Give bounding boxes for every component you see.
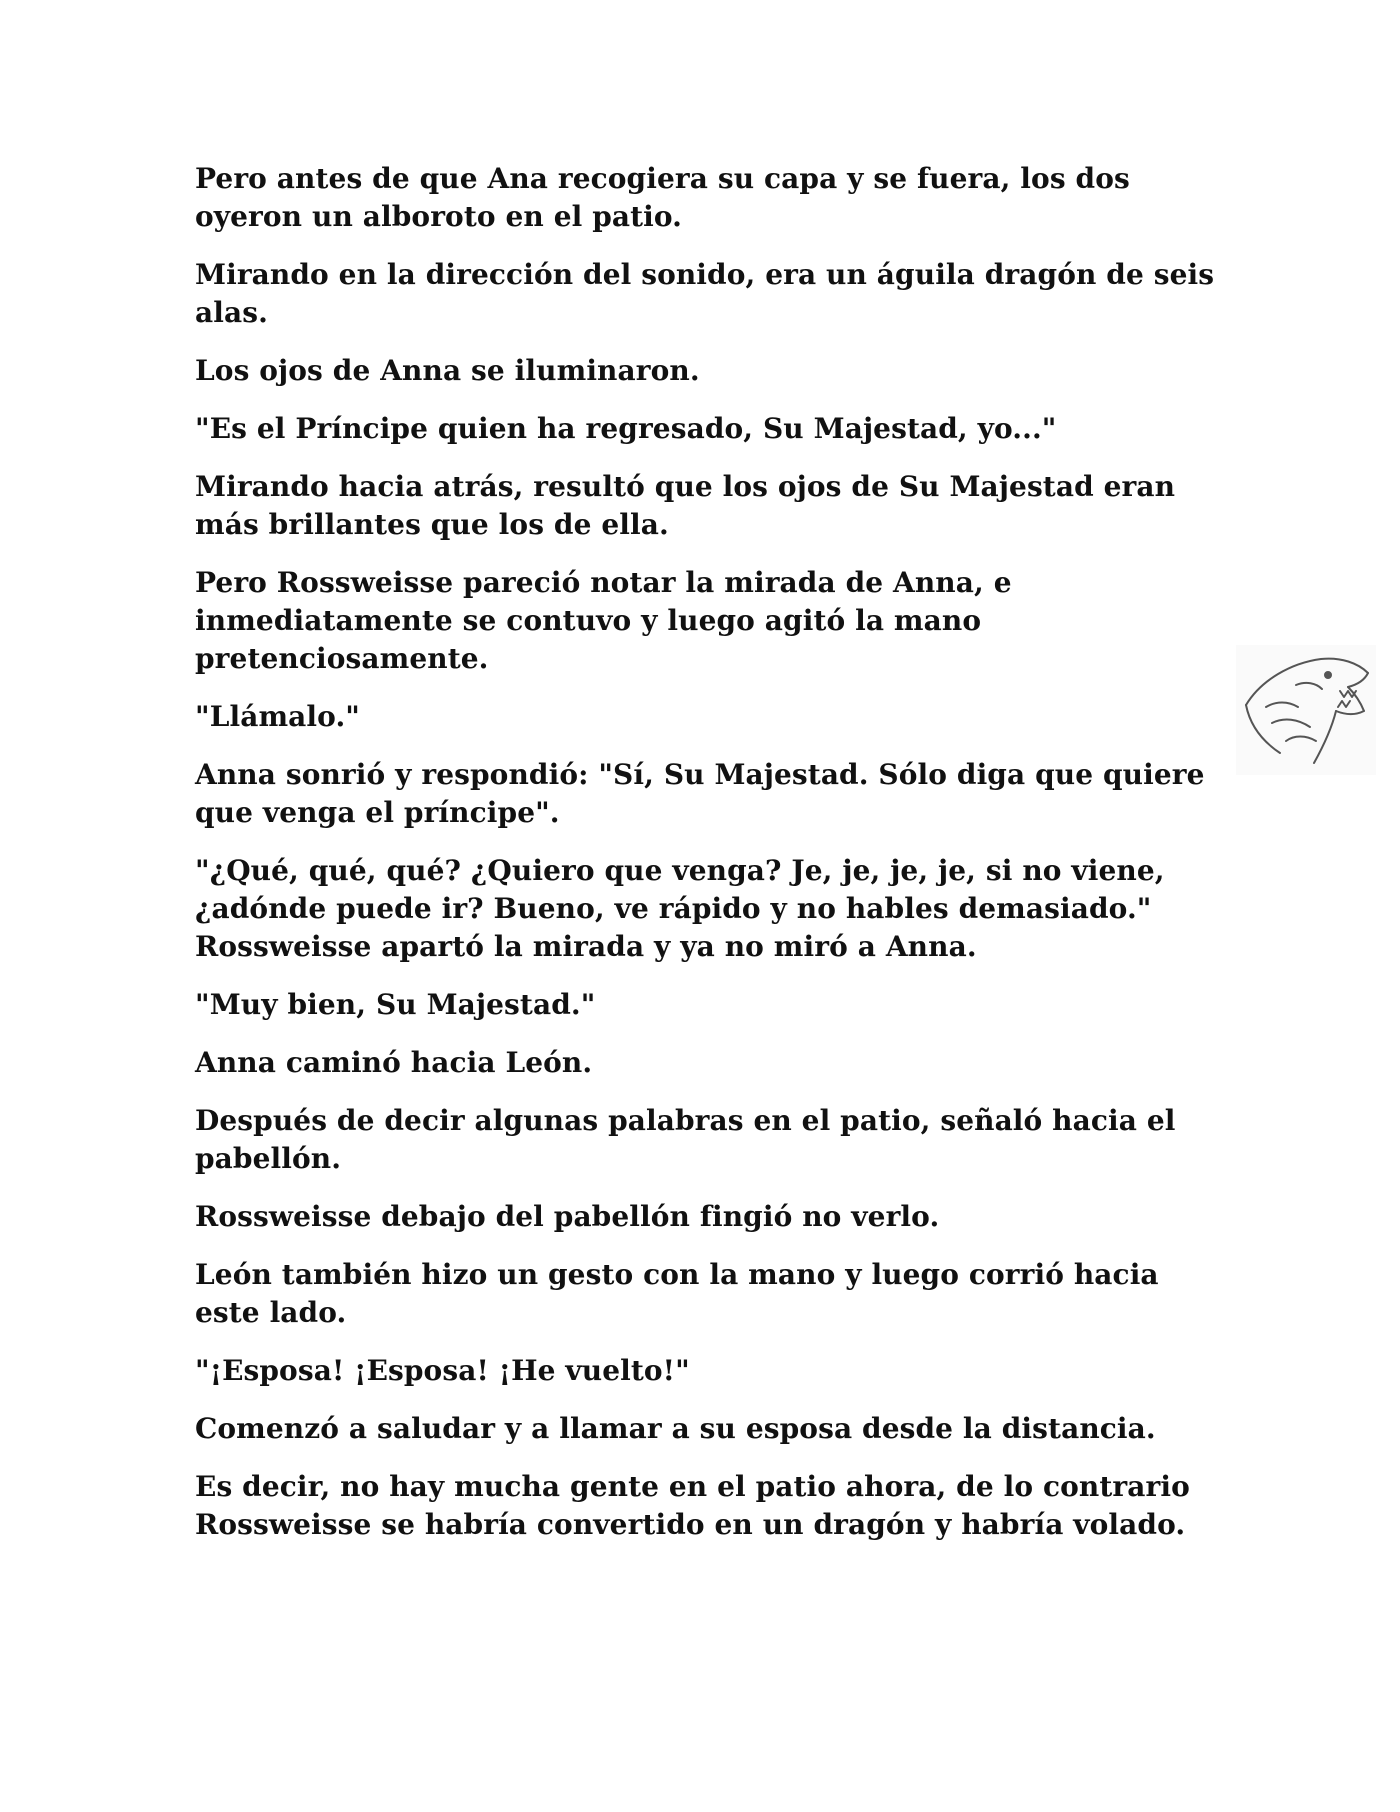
paragraph-13: Rossweisse debajo del pabellón fingió no verlo. — [195, 1200, 940, 1233]
story-text — [195, 160, 1215, 1564]
paragraph-10: "Muy bien, Su Majestad." — [195, 988, 596, 1021]
paragraph-6: Pero Rossweisse pareció notar la mirada de Anna, e inmediatamente se contuvo y luego agitó la mano pretenciosamente. — [195, 566, 1012, 675]
paragraph-5: Mirando hacia atrás, resultó que los ojos de Su Majestad eran más brillantes que los de ella. — [195, 470, 1176, 541]
paragraph-2: Mirando en la dirección del sonido, era un águila dragón de seis alas. — [195, 258, 1215, 329]
paragraph-4: "Es el Príncipe quien ha regresado, Su Majestad, yo..." — [195, 412, 1057, 445]
paragraph-9: "¿Qué, qué, qué? ¿Quiero que venga? Je, je, je, je, si no viene, ¿adónde puede ir? Bueno, ve rápido y no hables demasiado." Rossweisse apartó la mirada y ya no miró a Anna. — [195, 854, 1165, 963]
paragraph-11: Anna caminó hacia León. — [195, 1046, 593, 1079]
paragraph-15: "¡Esposa! ¡Esposa! ¡He vuelto!" — [195, 1354, 690, 1387]
paragraph-17: Es decir, no hay mucha gente en el patio ahora, de lo contrario Rossweisse se habría convertido en un dragón y habría volado. — [195, 1470, 1190, 1541]
paragraph-8: Anna sonrió y respondió: "Sí, Su Majestad. Sólo diga que quiere que venga el príncipe". — [195, 758, 1205, 829]
paragraph-12: Después de decir algunas palabras en el patio, señaló hacia el pabellón. — [195, 1104, 1176, 1175]
paragraph-14: León también hizo un gesto con la mano y luego corrió hacia este lado. — [195, 1258, 1159, 1329]
paragraph-16: Comenzó a saludar y a llamar a su esposa desde la distancia. — [195, 1412, 1156, 1445]
paragraph-3: Los ojos de Anna se iluminaron. — [195, 354, 700, 387]
paragraph-1: Pero antes de que Ana recogiera su capa y se fuera, los dos oyeron un alboroto en el patio. — [195, 162, 1130, 233]
paragraph-7: "Llámalo." — [195, 700, 360, 733]
dinosaur-head-sketch-icon — [1236, 645, 1376, 775]
